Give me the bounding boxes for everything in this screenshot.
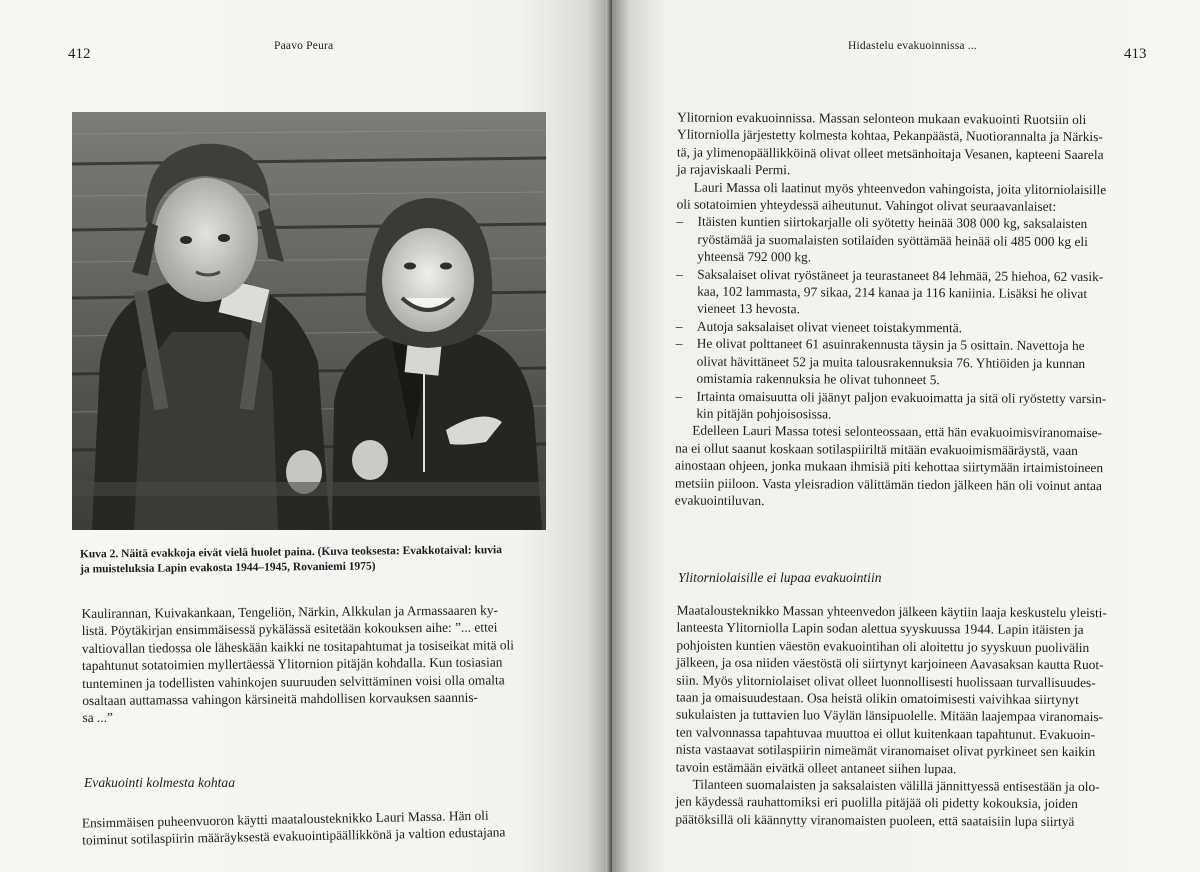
- text-line: omistamia rakennuksia he olivat tuhonneet 5.: [696, 370, 940, 388]
- text-line: ten valvonnassa tapahtuvaa muuttoa ei ollut kuitenkaan tapahtunut. Evakuoin-: [675, 724, 1096, 742]
- running-head-left: Paavo Peura: [274, 40, 334, 52]
- left-paragraph-2: [82, 805, 555, 849]
- text-line: Ylitornion evakuoinnissa. Massan selonteon mukaan evakuointi Ruotsiin oli: [677, 109, 1087, 128]
- text-line: Irtainta omaisuutta oli jäänyt paljon evakuoimatta ja sitä oli ryöstetty varsin-: [696, 388, 1107, 406]
- text-line: toiminut sotilaspiirin määräyksestä evakuointipäällikkönä ja valtion edustajana: [82, 824, 506, 848]
- text-line: sa ...”: [82, 710, 114, 726]
- list-dash: –: [675, 388, 683, 404]
- text-line: Lauri Massa oli laatinut myös yhteenvedon vahingoista, joita ylitorniolaisille: [693, 179, 1107, 197]
- text-line: ja rajaviskaali Permi.: [676, 161, 791, 178]
- photo-caption: [80, 542, 562, 577]
- right-discussion: [675, 602, 1158, 831]
- text-line: Maatalousteknikko Massan yhteenvedon jälkeen käytiin laaja keskustelu yleisti-: [676, 602, 1107, 621]
- caption-line: Kuva 2. Näitä evakkoja eivät vielä huolet paina. (Kuva teoksesta: Evakkotaival: kuvia: [79, 544, 502, 561]
- text-line: tapahtunut sotatoimien myllertäessä Ylitornion pitäjän kohdalla. Kun tosiasian: [81, 654, 503, 674]
- text-line: Saksalaiset olivat ryöstäneet ja teurastaneet 84 lehmää, 25 hiehoa, 62 vasik-: [697, 266, 1104, 284]
- text-line: Ylitorniolla järjestetty kolmesta kohtaa, Pekanpäästä, Nuotiorannalta ja Närkis-: [677, 126, 1103, 145]
- list-dash: –: [676, 213, 684, 230]
- text-line: Kaulirannan, Kuivakankaan, Tengeliön, Närkin, Alkkulan ja Armassaaren ky-: [81, 602, 499, 622]
- text-line: osaltaan auttamassa vahingon kärsineitä mahdollisen korvauksen saannis-: [82, 689, 479, 709]
- text-line: Tilanteen suomalaisten ja saksalaisten välillä jännittyessä entisestään ja olo-: [692, 776, 1100, 795]
- text-line: vieneet 13 hevosta.: [696, 301, 801, 317]
- text-line: kin pitäjän pohjoisosissa.: [696, 405, 832, 422]
- text-line: kaa, 102 lammasta, 97 sikaa, 214 kanaa ja 116 kaniinia. Lisäksi he olivat: [697, 283, 1088, 302]
- damage-list-item: [676, 265, 1158, 320]
- text-line: metsiin piiloon. Vasta yleisradion välittämän tiedon jälkeen hän oli voinut antaa: [674, 475, 1103, 493]
- text-line: Edelleen Lauri Massa totesi selonteossaan, että hän evakuoimisviranomaise-: [692, 422, 1103, 441]
- text-line: päätöksillä oli käännytty viranomaisten puoleen, että saataisiin lupa siirtyä: [675, 811, 1075, 829]
- text-line: lanteesta Ylitorniolla Lapin sodan alettua syyskuussa 1944. Lapin itäisten ja: [676, 619, 1084, 638]
- section-heading-left: Evakuointi kolmesta kohtaa: [84, 775, 236, 790]
- text-line: sukulaisten ja tuttavien luo Väylän länsipuolelle. Mitään laajempaa viranomais-: [675, 706, 1104, 725]
- text-line: Ensimmäisen puheenvuoron käytti maatalousteknikko Lauri Massa. Hän oli: [81, 807, 489, 831]
- page-number-right: 413: [1124, 46, 1147, 62]
- text-line: jen käydessä rauhattomiksi eri puolilla pitäjää oli pidetty kokouksia, joiden: [675, 793, 1078, 812]
- text-line: na ei ollut saanut koskaan sotilaspiiriltä mitään evakuoimismääräystä, vaan: [675, 440, 1078, 458]
- text-line: pohjoisten kuntien väestön evakuointihan oli aloitettu jo syyskuun puolivälin: [676, 637, 1090, 655]
- text-line: evakuointiluvan.: [674, 492, 765, 509]
- text-line: nista vastaavat sotilaspiirin nimeämät viranomaiset olivat pyrkineet sen kaikin: [675, 741, 1096, 760]
- children-photo: [72, 112, 546, 530]
- text-line: ryöstämää ja suomalaisten sotilaiden syöttämää heinää oli 485 000 kg eli: [697, 231, 1088, 249]
- list-dash: –: [676, 266, 683, 282]
- text-line: Autoja saksalaiset olivat vieneet toistakymmentä.: [696, 318, 963, 336]
- text-line: tunteminen ja todellisten vahinkojen suuruuden selvittäminen voisi olla omalta: [82, 671, 505, 691]
- section-heading-right: Ylitorniolaisille ei lupaa evakuointiin: [678, 570, 882, 585]
- text-line: jälkeen, ja osa niiden väestöstä oli siirtynyt karjoineen Aavasaksan kautta Ruot-: [676, 654, 1104, 673]
- text-line: siin. Myös ylitorniolaiset olivat olleet luonnollisesti huolissaan turvallisuudes-: [676, 672, 1096, 690]
- left-paragraph-1: [81, 601, 554, 727]
- text-line: oli sotatoimien yhteydessä aiheutunut. Vahingot olivat seuraavanlaiset:: [676, 196, 1057, 214]
- caption-line: ja muisteluksia Lapin evakosta 1944–1945, Rovaniemi 1975): [80, 560, 376, 576]
- text-line: yhteensä 792 000 kg.: [697, 248, 812, 265]
- text-line: tä, ja ylimenopäällikköinä olivat olleet metsänhoitaja Vesanen, kapteeni Saarela: [676, 144, 1104, 162]
- text-line: Itäisten kuntien siirtokarjalle oli syötetty heinää 308 000 kg, saksalaisten: [697, 214, 1088, 232]
- text-line: olivat hävittäneet 52 ja muita talousrakennuksia 76. Yhtiöiden ja kunnan: [696, 353, 1086, 371]
- text-line: ainostaan ohjeen, jonka mukaan ihmisiä piti kehottaa siirtymään irtaimistoineen: [675, 457, 1104, 476]
- damage-list-item: [676, 213, 1158, 268]
- list-dash: –: [675, 318, 683, 334]
- running-head-right: Hidastelu evakuoinnissa ...: [848, 40, 978, 52]
- text-line: taan ja omaisuudestaan. Osa heistä olikin omatoimisesti vaivihkaa siirtynyt: [676, 689, 1079, 708]
- page-number-left: 412: [68, 46, 91, 62]
- damage-list-item: [676, 335, 1158, 390]
- text-line: tavoin estämään eivätkä olleet antaneet siihen lupaa.: [675, 759, 957, 776]
- text-line: valtiovallan tiedossa ole läheskään kaikki ne tositapahtumat ja tosiseikat mitä oli: [81, 637, 515, 656]
- list-dash: –: [675, 335, 683, 351]
- damage-list-item: [675, 387, 1157, 425]
- text-line: listä. Pöytäkirjan ensimmäisessä pykälässä esitetään kokouksen aihe: ”... ettei: [81, 619, 498, 639]
- text-line: He olivat polttaneet 61 asuinrakennusta täysin ja 5 osittain. Navettoja he: [696, 335, 1085, 354]
- right-intro: [675, 109, 1159, 512]
